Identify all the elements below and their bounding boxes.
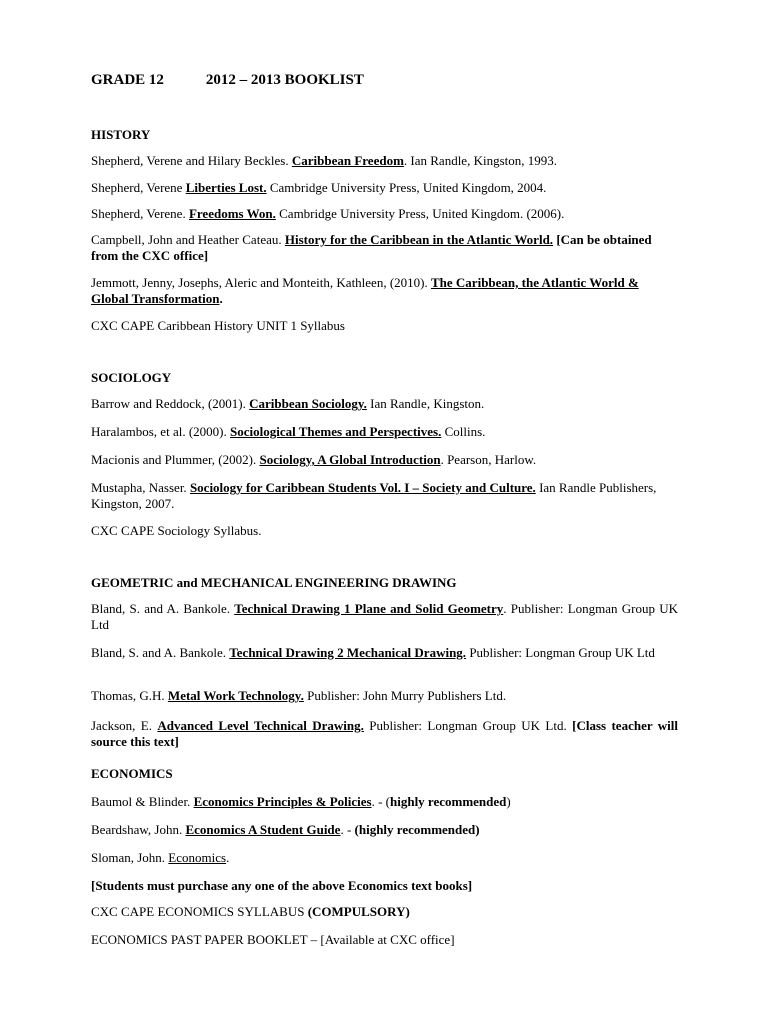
book-title: Sociology, A Global Introduction <box>259 452 441 467</box>
book-title: The Caribbean, the Atlantic World & Global Transformation <box>91 275 639 306</box>
economics-entry-2: Beardshaw, John. Economics A Student Guide. - (highly recommended) <box>91 822 480 837</box>
geometric-entry-1: Bland, S. and A. Bankole. Technical Drawing 1 Plane and Solid Geometry. Publisher: Longman Group UK Ltd <box>91 601 678 632</box>
economics-entry-1: Baumol & Blinder. Economics Principles & Policies. - (highly recommended) <box>91 794 511 809</box>
book-title: Advanced Level Technical Drawing. <box>157 718 364 733</box>
book-title: Sociology for Caribbean Students Vol. I – Society and Culture. <box>189 480 536 495</box>
history-entry-2: Shepherd, Verene Liberties Lost. Cambridge University Press, United Kingdom, 2004. <box>91 180 547 195</box>
sociology-entry-4: Mustapha, Nasser. Sociology for Caribbean Students Vol. I – Society and Culture. Ian Randle Publishers, Kingston, 2007. <box>91 480 657 511</box>
note: [Class teacher will source this text] <box>91 718 678 749</box>
book-title: Economics <box>168 850 227 865</box>
book-title: Sociological Themes and Perspectives. <box>229 424 442 439</box>
economics-heading: ECONOMICS <box>91 766 173 781</box>
book-title: History for the Caribbean in the Atlantic World. <box>284 232 554 247</box>
history-heading: HISTORY <box>91 127 151 142</box>
sociology-entry-2: Haralambos, et al. (2000). Sociological Themes and Perspectives. Collins. <box>91 424 486 439</box>
book-title: Liberties Lost. <box>185 180 267 195</box>
geometric-entry-4: Jackson, E. Advanced Level Technical Drawing. Publisher: Longman Group UK Ltd. [Class teacher will source this text] <box>91 718 678 749</box>
note: (COMPULSORY) <box>307 904 410 919</box>
history-entry-6: CXC CAPE Caribbean History UNIT 1 Syllabus <box>91 318 345 333</box>
economics-entry-4: [Students must purchase any one of the above Economics text books] <box>91 878 473 893</box>
economics-entry-6: ECONOMICS PAST PAPER BOOKLET – [Available at CXC office] <box>91 932 455 947</box>
book-title: Metal Work Technology. <box>167 688 304 703</box>
sociology-entry-1: Barrow and Reddock, (2001). Caribbean Sociology. Ian Randle, Kingston. <box>91 396 485 411</box>
grade-label: GRADE 12 <box>91 72 164 88</box>
sociology-heading: SOCIOLOGY <box>91 370 172 385</box>
note: [Can be obtained from the CXC office] <box>91 232 652 263</box>
geometric-entry-2: Bland, S. and A. Bankole. Technical Drawing 2 Mechanical Drawing. Publisher: Longman Group UK Ltd <box>91 645 655 660</box>
note: highly recommended <box>390 794 507 809</box>
sociology-entry-5: CXC CAPE Sociology Syllabus. <box>91 523 262 538</box>
book-title: Technical Drawing 1 Plane and Solid Geometry <box>234 601 504 616</box>
economics-entry-3: Sloman, John. Economics. <box>91 850 230 865</box>
booklist-title: 2012 – 2013 BOOKLIST <box>205 72 364 88</box>
sociology-entry-3: Macionis and Plummer, (2002). Sociology, A Global Introduction. Pearson, Harlow. <box>91 452 537 467</box>
book-title: Economics Principles & Policies <box>193 794 372 809</box>
geometric-entry-3: Thomas, G.H. Metal Work Technology. Publisher: John Murry Publishers Ltd. <box>91 688 507 703</box>
economics-entry-5: CXC CAPE ECONOMICS SYLLABUS (COMPULSORY) <box>91 904 410 919</box>
history-entry-5: Jemmott, Jenny, Josephs, Aleric and Monteith, Kathleen, (2010). The Caribbean, the Atlantic World & Global Transformation. <box>91 275 639 306</box>
book-title: Economics A Student Guide <box>185 822 341 837</box>
history-entry-4: Campbell, John and Heather Cateau. History for the Caribbean in the Atlantic World. [Can be obtained from the CXC office] <box>91 232 652 263</box>
book-title: Technical Drawing 2 Mechanical Drawing. <box>229 645 467 660</box>
note: (highly recommended) <box>354 822 480 837</box>
book-title: Caribbean Sociology. <box>249 396 367 411</box>
history-entry-3: Shepherd, Verene. Freedoms Won. Cambridge University Press, United Kingdom. (2006). <box>91 206 565 221</box>
page-title <box>91 72 364 89</box>
geometric-heading: GEOMETRIC and MECHANICAL ENGINEERING DRAWING <box>91 575 457 590</box>
history-entry-1: Shepherd, Verene and Hilary Beckles. Caribbean Freedom. Ian Randle, Kingston, 1993. <box>91 153 557 168</box>
book-title: Caribbean Freedom <box>291 153 404 168</box>
book-title: Freedoms Won. <box>188 206 276 221</box>
